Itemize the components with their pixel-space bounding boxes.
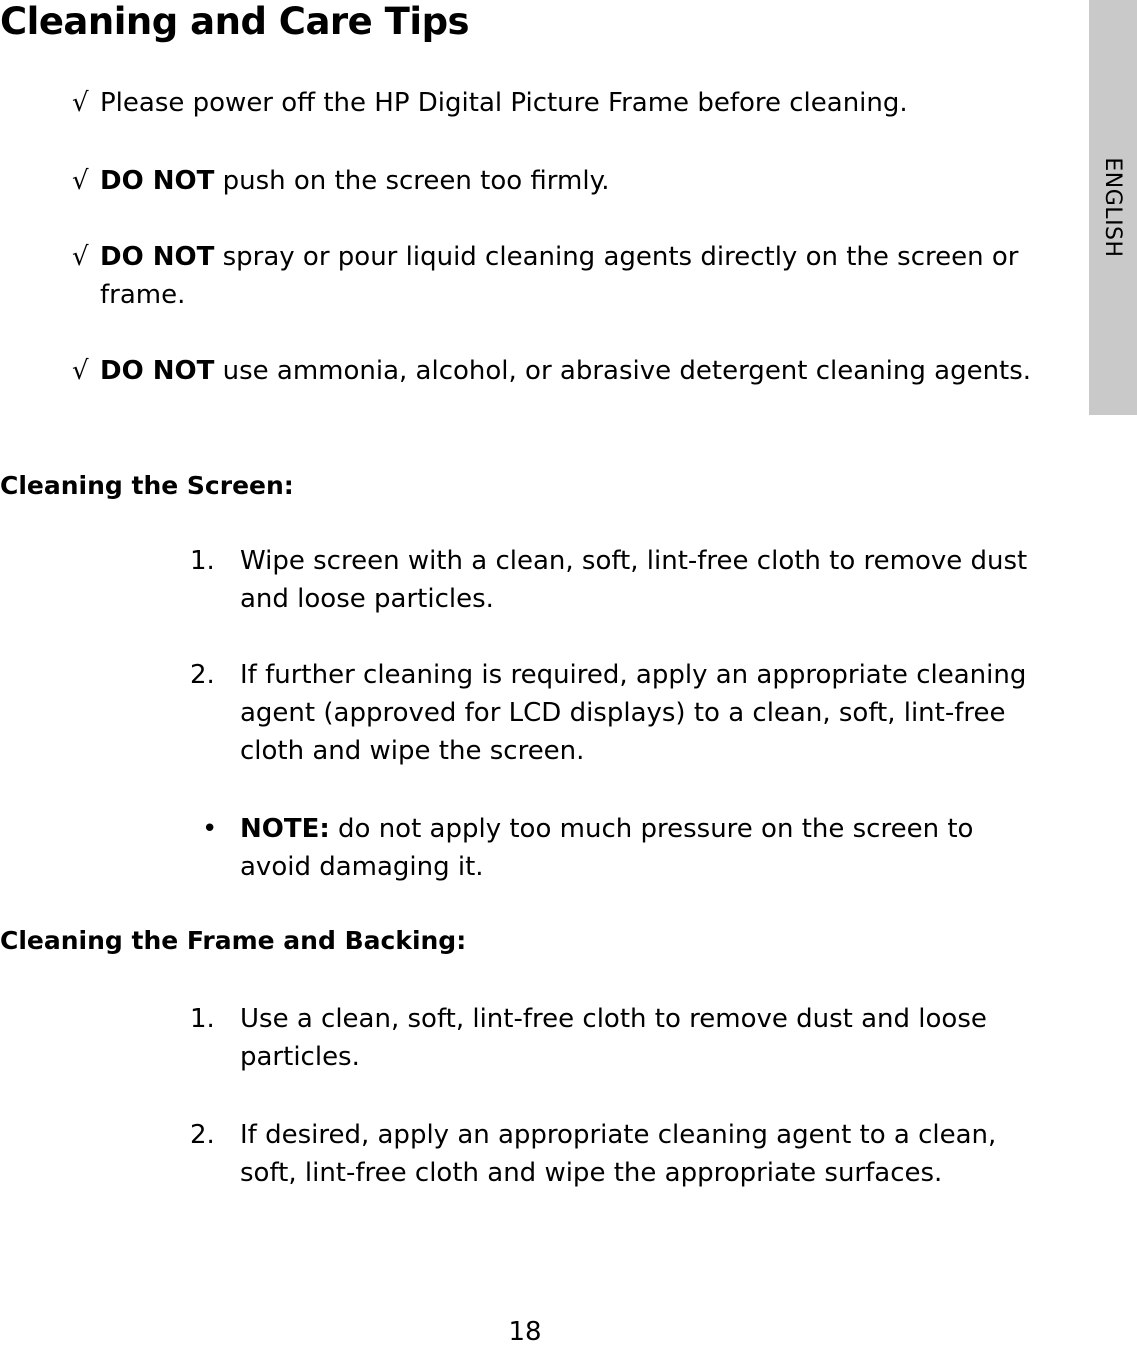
check-icon: √: [72, 88, 89, 118]
tip-no-ammonia: [72, 352, 1032, 390]
tip-body-text: Please power off the HP Digital Picture Frame before cleaning.: [100, 88, 908, 118]
check-icon: √: [72, 242, 89, 272]
step-text: Use a clean, soft, lint-free cloth to remove dust and loose particles.: [240, 1004, 987, 1072]
section-heading-screen: Cleaning the Screen:: [0, 471, 294, 500]
screen-step-2: [190, 656, 1040, 770]
step-text: If desired, apply an appropriate cleaning agent to a clean, soft, lint-free cloth and wipe the appropriate surfaces.: [240, 1120, 997, 1188]
tip-text: [100, 352, 1032, 390]
tip-power-off: [72, 84, 1032, 122]
frame-step-1: [190, 1000, 1040, 1076]
step-text: If further cleaning is required, apply an appropriate cleaning agent (approved for LCD displays) to a clean, soft, lint-free cloth and wipe the screen.: [240, 660, 1027, 766]
step-number: 2.: [190, 1120, 215, 1150]
step-number: 2.: [190, 660, 215, 690]
tip-no-spray: [72, 238, 1032, 314]
screen-step-1: [190, 542, 1040, 618]
tip-emphasis: DO NOT: [100, 166, 215, 196]
step-text: Wipe screen with a clean, soft, lint-free cloth to remove dust and loose particles.: [240, 546, 1028, 614]
note-label: NOTE:: [240, 814, 330, 844]
screen-note: [190, 810, 1040, 886]
tip-no-push: [72, 162, 1032, 200]
tip-body-text: push on the screen too firmly.: [214, 166, 610, 196]
bullet-icon: •: [202, 814, 218, 844]
check-icon: √: [72, 166, 89, 196]
frame-step-2: [190, 1116, 1040, 1192]
tip-text: [100, 162, 1032, 200]
language-tab-label: ENGLISH: [1100, 157, 1126, 258]
step-number: 1.: [190, 1004, 215, 1034]
note-body-text: do not apply too much pressure on the screen to avoid damaging it.: [240, 814, 974, 882]
page-number: 18: [508, 1317, 542, 1347]
tip-body-text: spray or pour liquid cleaning agents directly on the screen or frame.: [100, 242, 1019, 310]
tip-text: [100, 238, 1032, 314]
step-number: 1.: [190, 546, 215, 576]
section-heading-frame: Cleaning the Frame and Backing:: [0, 926, 467, 955]
tip-text: [100, 84, 1032, 122]
tip-emphasis: DO NOT: [100, 356, 215, 386]
language-tab: [1089, 0, 1137, 415]
check-icon: √: [72, 356, 89, 386]
tip-emphasis: DO NOT: [100, 242, 215, 272]
note-text: [240, 810, 1040, 886]
tip-body-text: use ammonia, alcohol, or abrasive detergent cleaning agents.: [214, 356, 1032, 386]
page-title: Cleaning and Care Tips: [0, 0, 470, 43]
